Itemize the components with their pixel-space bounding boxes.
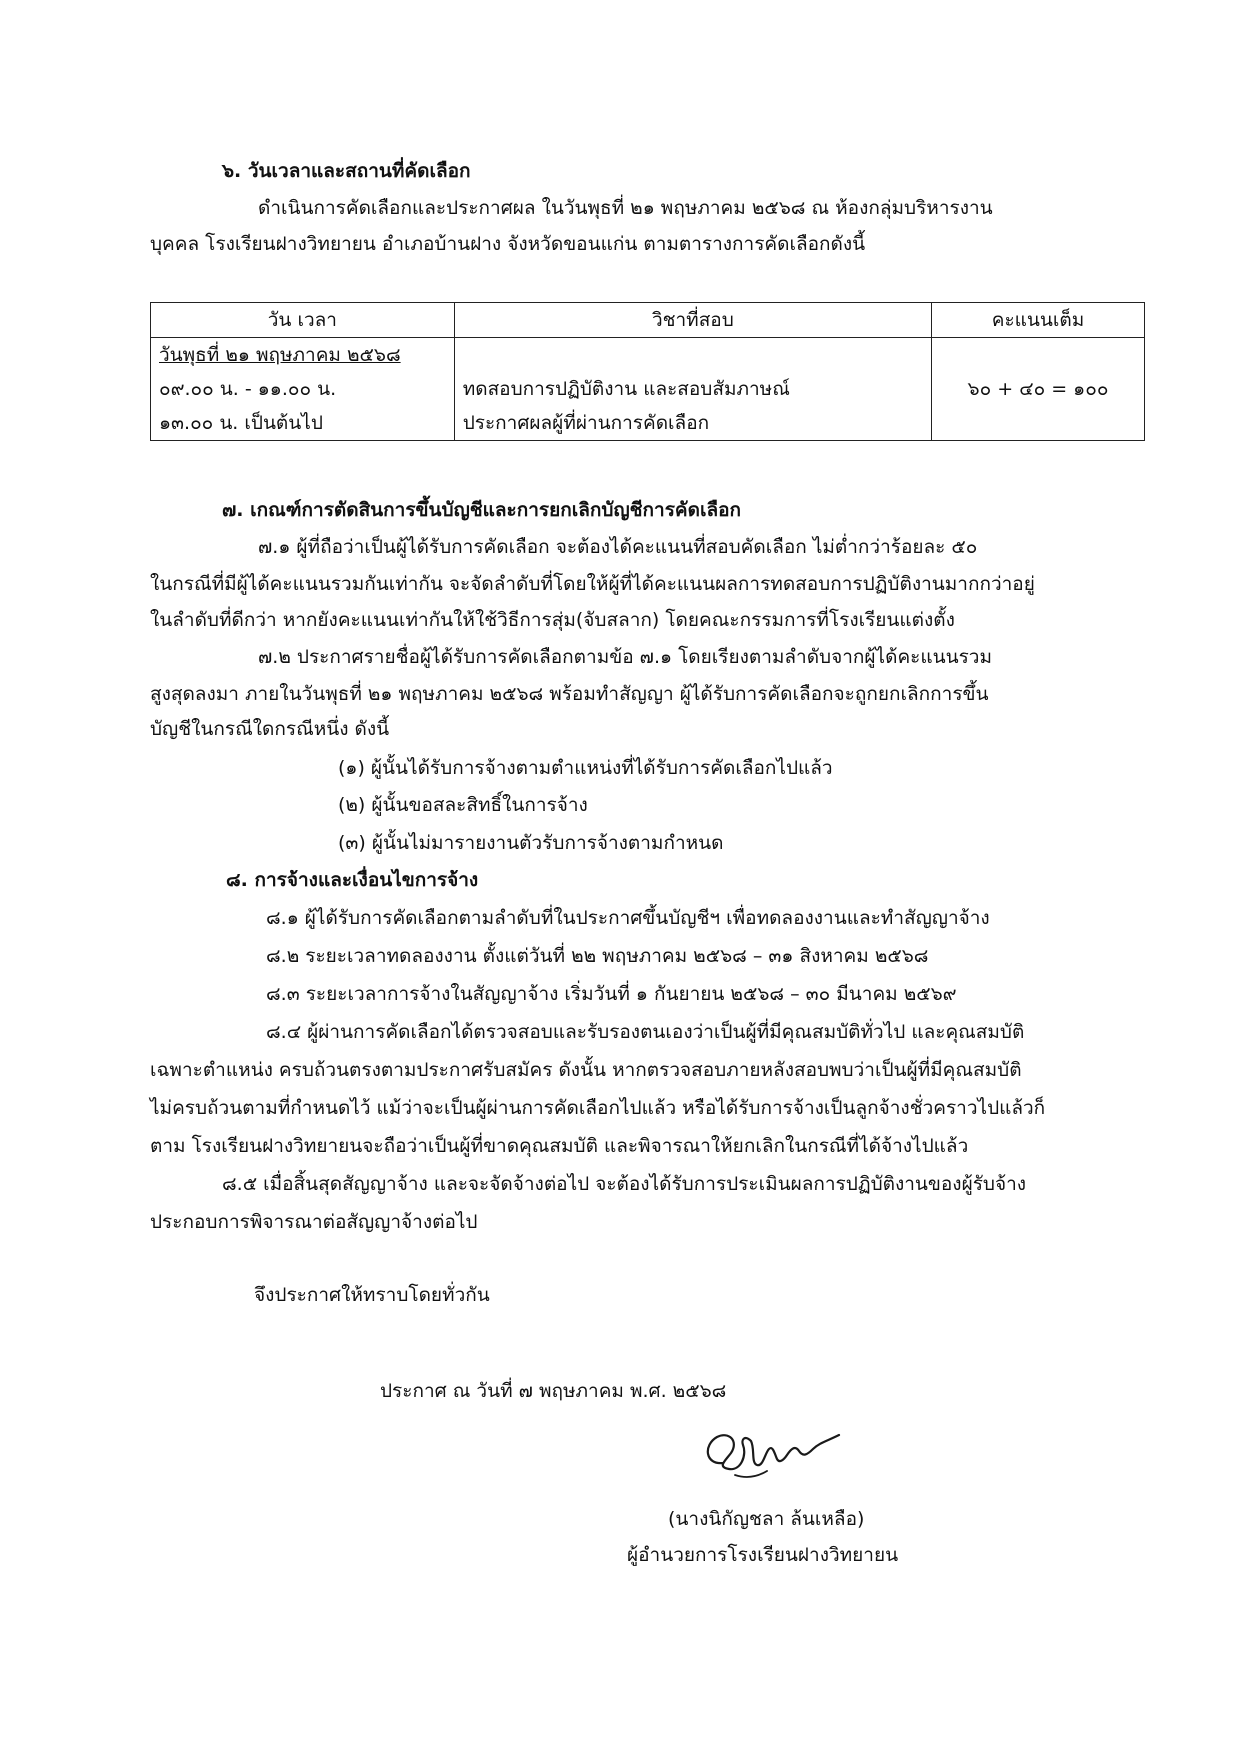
header-subject: วิชาที่สอบ <box>454 303 931 338</box>
announcement-closing: จึงประกาศให้ทราบโดยทั่วกัน <box>254 1284 490 1306</box>
exam-date: วันพุธที่ ๒๑ พฤษภาคม ๒๕๖๘ <box>159 344 401 366</box>
exam-subject-1: ทดสอบการปฏิบัติงาน และสอบสัมภาษณ์ <box>462 378 790 400</box>
announcement-date: ประกาศ ณ วันที่ ๗ พฤษภาคม พ.ศ. ๒๕๖๘ <box>380 1380 727 1402</box>
section6-paragraph-line1: ดำเนินการคัดเลือกและประกาศผล ในวันพุธที่ ๒๑ พฤษภาคม ๒๕๖๘ ณ ห้องกลุ่มบริหารงาน <box>258 197 993 219</box>
list-item: (๒) ผู้นั้นขอสละสิทธิ์ในการจ้าง <box>338 794 588 816</box>
section7-2-line2: สูงสุดลงมา ภายในวันพุธที่ ๒๑ พฤษภาคม ๒๕๖๘ พร้อมทำสัญญา ผู้ได้รับการคัดเลือกจะถูกยกเลิกการขึ้น <box>150 683 989 705</box>
section8-4-line3: ไม่ครบถ้วนตามที่กำหนดไว้ แม้ว่าจะเป็นผู้ผ่านการคัดเลือกไปแล้ว หรือได้รับการจ้างเป็นลูกจ้างชั่วคราวไปแล้วก็ <box>150 1097 1046 1119</box>
cell-score <box>932 338 1145 441</box>
header-full-score: คะแนนเต็ม <box>932 303 1145 338</box>
section7-2-line3: บัญชีในกรณีใดกรณีหนึ่ง ดังนี้ <box>150 718 390 740</box>
list-item: (๓) ผู้นั้นไม่มารายงานตัวรับการจ้างตามกำหนด <box>338 832 724 854</box>
section7-heading: ๗. เกณฑ์การตัดสินการขึ้นบัญชีและการยกเลิกบัญชีการคัดเลือก <box>222 499 742 521</box>
section8-4-line4: ตาม โรงเรียนฝางวิทยายนจะถือว่าเป็นผู้ที่ขาดคุณสมบัติ และพิจารณาให้ยกเลิกในกรณีที่ได้จ้างไปแล้ว <box>150 1135 969 1157</box>
section8-4-line1: ๘.๔ ผู้ผ่านการคัดเลือกได้ตรวจสอบและรับรองตนเองว่าเป็นผู้ที่มีคุณสมบัติทั่วไป และคุณสมบัติ <box>266 1021 1025 1043</box>
section7-2-line1: ๗.๒ ประกาศรายชื่อผู้ได้รับการคัดเลือกตามข้อ ๗.๑ โดยเรียงตามลำดับจากผู้ได้คะแนนรวม <box>258 646 992 668</box>
section8-4-line2: เฉพาะตำแหน่ง ครบถ้วนตรงตามประกาศรับสมัคร ดังนั้น หากตรวจสอบภายหลังสอบพบว่าเป็นผู้ที่มีคุณสมบัติ <box>150 1059 1022 1081</box>
section8-5-line2: ประกอบการพิจารณาต่อสัญญาจ้างต่อไป <box>150 1211 478 1233</box>
section8-heading: ๘. การจ้างและเงื่อนไขการจ้าง <box>226 869 479 891</box>
signer-title: ผู้อำนวยการโรงเรียนฝางวิทยายน <box>627 1544 899 1566</box>
section7-1-line2: ในกรณีที่มีผู้ได้คะแนนรวมกันเท่ากัน จะจัดลำดับที่โดยให้ผู้ที่ได้คะแนนผลการทดสอบการปฏิบัติงานมากกว่าอยู่ <box>150 573 1035 595</box>
full-score: ๖๐ + ๔๐ = ๑๐๐ <box>967 378 1109 400</box>
cell-subject <box>454 338 931 441</box>
section7-1-line1: ๗.๑ ผู้ที่ถือว่าเป็นผู้ได้รับการคัดเลือก จะต้องได้คะแนนที่สอบคัดเลือก ไม่ต่ำกว่าร้อยละ ๕๐ <box>258 536 978 558</box>
table-row <box>151 338 1145 441</box>
section6-heading: ๖. วันเวลาและสถานที่คัดเลือก <box>222 160 471 182</box>
section8-5-line1: ๘.๕ เมื่อสิ้นสุดสัญญาจ้าง และจะจัดจ้างต่อไป จะต้องได้รับการประเมินผลการปฏิบัติงานของผู้รับจ้าง <box>222 1173 1027 1195</box>
section8-3: ๘.๓ ระยะเวลาการจ้างในสัญญาจ้าง เริ่มวันที่ ๑ กันยายน ๒๕๖๘ – ๓๐ มีนาคม ๒๕๖๙ <box>266 983 957 1005</box>
header-date-time: วัน เวลา <box>151 303 455 338</box>
signature-image <box>695 1415 855 1490</box>
selection-schedule-table <box>150 302 1145 441</box>
section8-1: ๘.๑ ผู้ได้รับการคัดเลือกตามลำดับที่ในประกาศขึ้นบัญชีฯ เพื่อทดลองงานและทำสัญญาจ้าง <box>266 907 990 929</box>
exam-time-afternoon: ๑๓.๐๐ น. เป็นต้นไป <box>159 412 323 434</box>
section6-paragraph-line2: บุคคล โรงเรียนฝางวิทยายน อำเภอบ้านฝาง จังหวัดขอนแก่น ตามตารางการคัดเลือกดังนี้ <box>150 233 866 255</box>
cell-date-time <box>151 338 455 441</box>
section8-2: ๘.๒ ระยะเวลาทดลองงาน ตั้งแต่วันที่ ๒๒ พฤษภาคม ๒๕๖๘ – ๓๑ สิงหาคม ๒๕๖๘ <box>266 945 929 967</box>
exam-subject-2: ประกาศผลผู้ที่ผ่านการคัดเลือก <box>462 412 710 434</box>
table-header-row <box>151 303 1145 338</box>
section7-1-line3: ในลำดับที่ดีกว่า หากยังคะแนนเท่ากันให้ใช้วิธีการสุ่ม(จับสลาก) โดยคณะกรรมการที่โรงเรียนแต่งตั้ง <box>150 609 955 631</box>
exam-time-morning: ๐๙.๐๐ น. - ๑๑.๐๐ น. <box>159 378 337 400</box>
signer-name: (นางนิกัญชลา ล้นเหลือ) <box>668 1508 865 1530</box>
list-item: (๑) ผู้นั้นได้รับการจ้างตามตำแหน่งที่ได้รับการคัดเลือกไปแล้ว <box>338 757 833 779</box>
